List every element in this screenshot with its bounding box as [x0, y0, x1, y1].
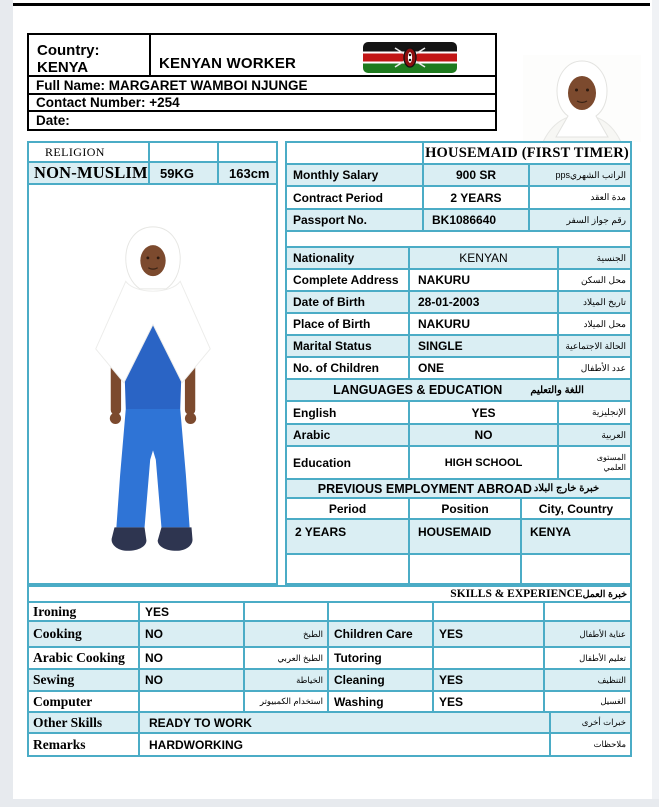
ironing-arabic: [245, 603, 329, 620]
religion-value: NON-MUSLIM: [29, 163, 150, 183]
languages-header-en: LANGUAGES & EDUCATION: [333, 383, 503, 397]
children-row: [287, 358, 630, 380]
languages-header-arabic: اللغة والتعليم: [530, 384, 584, 396]
marital-status-value: SINGLE: [410, 336, 559, 356]
position-column-header: Position: [410, 499, 522, 518]
cooking-row: [29, 622, 630, 648]
arabic-row: [287, 425, 630, 447]
english-value: YES: [410, 402, 559, 423]
languages-section-header: [287, 380, 630, 400]
computer-label: Computer: [29, 692, 140, 711]
passport-row: [287, 210, 630, 232]
empty-cell: [150, 143, 219, 161]
education-label: Education: [287, 447, 410, 478]
full-name-field: Full Name: MARGARET WAMBOI NJUNGE: [29, 77, 495, 95]
page-margin-bottom: [0, 799, 659, 807]
dob-row: [287, 292, 630, 314]
employment-position-empty: [410, 555, 522, 587]
nationality-label: Nationality: [287, 248, 410, 268]
skills-section-header: [27, 585, 632, 601]
remarks-arabic: ملاحظات: [593, 739, 626, 749]
passport-arabic: رقم جواز السفر: [566, 214, 626, 225]
sewing-value: NO: [140, 670, 245, 690]
other-skills-row: [29, 713, 630, 734]
employment-header-row: [287, 480, 630, 499]
pob-value: NAKURU: [410, 314, 559, 334]
education-row: [287, 447, 630, 480]
pob-row: [287, 314, 630, 336]
skill-right-empty-value: [434, 603, 545, 620]
ironing-value: YES: [140, 603, 245, 620]
worker-portrait-photo: [523, 55, 641, 142]
cooking-label: Cooking: [29, 622, 140, 646]
cleaning-value: YES: [434, 670, 545, 690]
employment-position: HOUSEMAID: [410, 520, 522, 553]
monthly-salary-label: Monthly Salary: [287, 165, 424, 185]
worker-full-body-photo: [45, 225, 261, 563]
skills-header-arabic: خبرة العمل: [582, 588, 627, 600]
top-rule-line: [13, 3, 650, 6]
employment-section-header: [287, 480, 630, 497]
passport-label: Passport No.: [287, 210, 424, 230]
children-arabic: عدد الأطفال: [580, 362, 626, 373]
page-margin-right: [652, 0, 659, 807]
washing-value: YES: [434, 692, 545, 711]
contract-period-label: Contract Period: [287, 187, 424, 208]
english-arabic: الإنجليزية: [592, 407, 626, 418]
religion-header-row: [29, 143, 276, 163]
skills-table: [27, 601, 632, 757]
marital-status-arabic: الحالة الاجتماعية: [565, 340, 626, 351]
contact-number-field: Contact Number: +254: [29, 95, 495, 112]
empty-cell: [287, 143, 424, 163]
dob-value: 28-01-2003: [410, 292, 559, 312]
computer-value: [140, 692, 245, 711]
nationality-value: KENYAN: [410, 248, 559, 268]
sewing-arabic: الخياطة: [245, 670, 329, 690]
cooking-arabic: الطبخ: [245, 622, 329, 646]
religion-photo-table: [27, 141, 278, 585]
empty-cell: [219, 143, 276, 161]
arabic-cooking-arabic: الطبخ العربي: [245, 648, 329, 668]
employment-city: KENYA: [530, 525, 571, 539]
arabic-arabic: العربية: [601, 429, 626, 440]
employment-header-arabic: خبرة خارج البلاد: [533, 483, 600, 494]
nationality-row: [287, 248, 630, 270]
date-field: Date:: [36, 113, 70, 128]
employment-empty-row: [287, 555, 630, 587]
washing-label: Washing: [329, 692, 434, 711]
details-table: [285, 141, 632, 585]
employment-city-empty: [522, 555, 630, 587]
children-care-label: Children Care: [329, 622, 434, 646]
period-column-header: Period: [287, 499, 410, 518]
spacer-row: [287, 232, 630, 248]
nationality-arabic: الجنسية: [596, 252, 626, 263]
sewing-row: [29, 670, 630, 692]
pob-arabic: محل الميلاد: [583, 318, 626, 329]
marital-status-row: [287, 336, 630, 358]
computer-row: [29, 692, 630, 713]
religion-label: RELIGION: [29, 143, 150, 161]
contract-period-value: 2 YEARS: [424, 187, 530, 208]
other-skills-value: READY TO WORK: [140, 713, 551, 732]
children-care-arabic: عناية الأطفال: [579, 628, 626, 639]
header-table: [27, 33, 497, 131]
children-care-value: YES: [434, 622, 545, 646]
employment-data-row: [287, 520, 630, 555]
pob-label: Place of Birth: [287, 314, 410, 334]
height-value: 163cm: [229, 165, 270, 181]
computer-arabic: استخدام الكمبيوتر: [245, 692, 329, 711]
position-title: HOUSEMAID (FIRST TIMER): [425, 144, 629, 161]
contract-period-row: [287, 187, 630, 210]
cooking-value: NO: [140, 622, 245, 646]
remarks-label: Remarks: [29, 734, 140, 755]
children-value: ONE: [410, 358, 559, 378]
languages-header-row: [287, 380, 630, 402]
children-label: No. of Children: [287, 358, 410, 378]
remarks-row: [29, 734, 630, 755]
skill-right-empty-label: [329, 603, 434, 620]
skills-header-en: SKILLS & EXPERIENCE: [450, 588, 583, 600]
ironing-row: [29, 603, 630, 622]
photo-cell: [29, 185, 276, 581]
other-skills-label: Other Skills: [29, 713, 140, 732]
dob-arabic: تاريخ الميلاد: [583, 296, 626, 307]
worker-title: KENYAN WORKER: [159, 55, 297, 72]
dob-label: Date of Birth: [287, 292, 410, 312]
city-column-header: City, Country: [538, 501, 614, 516]
english-label: English: [287, 402, 410, 423]
tutoring-arabic: تعليم الأطفال: [579, 652, 626, 663]
tutoring-value: [434, 648, 545, 668]
monthly-salary-value: 900 SR: [424, 165, 530, 185]
other-skills-arabic: خبرات أخرى: [581, 717, 626, 727]
arabic-label: Arabic: [287, 425, 410, 445]
position-title-row: [287, 143, 630, 165]
monthly-salary-arabic: الراتب الشهريpps: [555, 169, 626, 180]
passport-value: BK1086640: [424, 210, 530, 230]
religion-value-row: [29, 163, 276, 185]
kenya-flag-icon: [363, 42, 457, 73]
arabic-cooking-row: [29, 648, 630, 670]
remarks-value: HARDWORKING: [140, 734, 551, 755]
arabic-cooking-value: NO: [140, 648, 245, 668]
tutoring-label: Tutoring: [329, 648, 434, 668]
education-value: HIGH SCHOOL: [410, 447, 559, 478]
arabic-cooking-label: Arabic Cooking: [29, 648, 140, 668]
weight-value: 59KG: [150, 163, 219, 183]
cleaning-label: Cleaning: [329, 670, 434, 690]
employment-period-empty: [287, 555, 410, 587]
education-arabic: المستوى العلمي: [596, 453, 626, 472]
address-row: [287, 270, 630, 292]
monthly-salary-row: [287, 165, 630, 187]
address-label: Complete Address: [287, 270, 410, 290]
english-row: [287, 402, 630, 425]
address-arabic: محل السكن: [580, 274, 626, 285]
employment-header-en: PREVIOUS EMPLOYMENT ABROAD: [317, 481, 532, 496]
sewing-label: Sewing: [29, 670, 140, 690]
country-label: Country: KENYA: [29, 35, 151, 75]
employment-columns-row: [287, 499, 630, 520]
cleaning-arabic: التنظيف: [597, 674, 626, 685]
arabic-value: NO: [410, 425, 559, 445]
skill-right-empty-arabic: [545, 603, 630, 620]
ironing-label: Ironing: [29, 603, 140, 620]
washing-arabic: الغسيل: [600, 696, 626, 706]
employment-period: 2 YEARS: [287, 520, 410, 553]
address-value: NAKURU: [410, 270, 559, 290]
header-row-country: [29, 35, 495, 77]
page-margin-left: [0, 0, 13, 807]
marital-status-label: Marital Status: [287, 336, 410, 356]
contract-period-arabic: مدة العقد: [590, 192, 626, 203]
